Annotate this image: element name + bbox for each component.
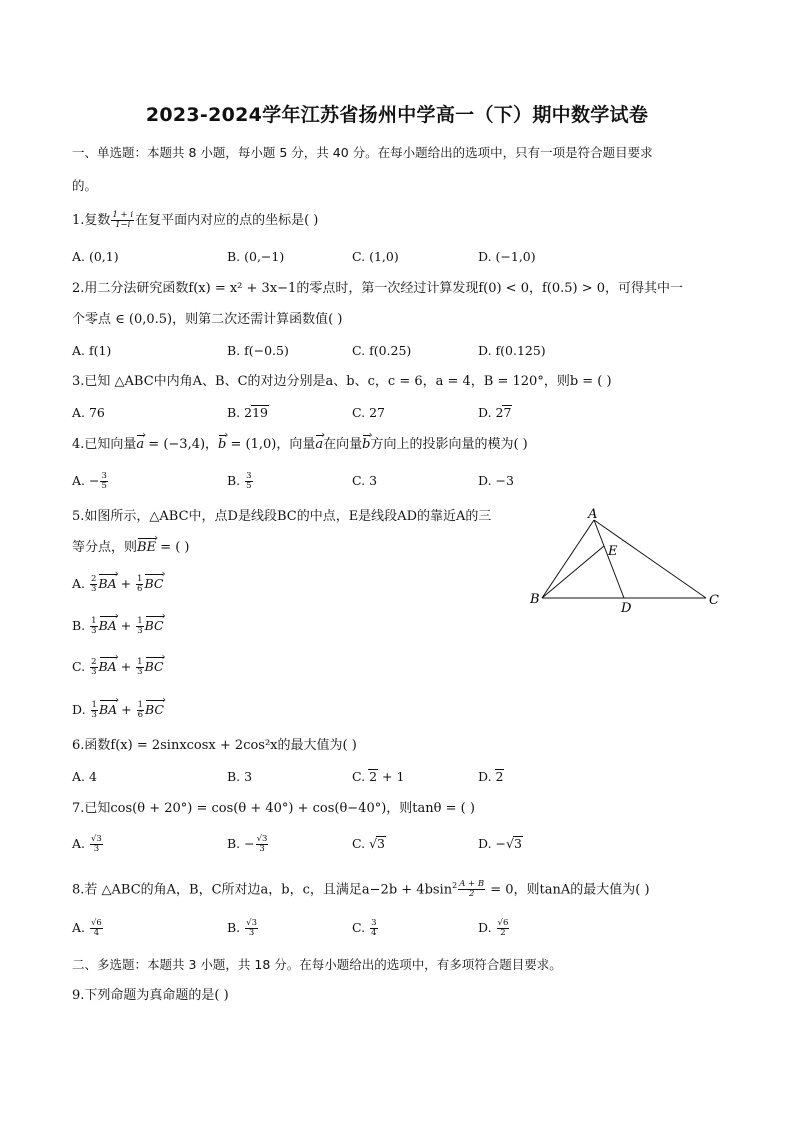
q7-option-d-label: D. − xyxy=(478,836,506,851)
q8-option-b-label: B. xyxy=(227,920,245,935)
q5-option-b-coef1 xyxy=(90,617,97,636)
q4-part3: = (1,0)，向量 xyxy=(226,437,316,452)
q5-a-c2d: 6 xyxy=(137,584,143,594)
q8-option-a-label: A. xyxy=(72,920,89,935)
q4-vector-a: a › xyxy=(136,435,144,455)
q4-vector-b-2: b › xyxy=(362,435,370,455)
q5-b-vec1: BA › xyxy=(99,616,117,636)
q7-option-c: C. √3 xyxy=(352,836,385,851)
q5-d-c1n: 1 xyxy=(91,700,97,710)
q5-d-c2n: 1 xyxy=(137,700,144,710)
q8-b-num-root: 3 xyxy=(251,918,257,928)
label-point-d: D xyxy=(621,601,632,616)
q4-part1: 4.已知向量 xyxy=(72,437,137,452)
q8-a-num-root: 6 xyxy=(96,918,102,928)
q5-c-vec1: BA › xyxy=(99,657,117,677)
q6-option-c-tail: + 1 xyxy=(378,769,405,784)
q4-option-b-label: B. xyxy=(227,473,245,488)
q4-option-c: C. 3 xyxy=(352,473,378,488)
q2-stem-line2: 个零点 ∈ (0,0.5)，则第二次还需计算函数值( ) xyxy=(72,312,343,327)
q7-option-a xyxy=(72,834,104,854)
q5-a-c1n: 2 xyxy=(90,574,97,584)
q8-frac-num: A + B xyxy=(459,879,485,890)
q4-vector-a-2: a › xyxy=(315,435,323,455)
label-vertex-c: C xyxy=(709,593,719,608)
q7-option-b xyxy=(227,834,269,854)
q7-b-num-root: 3 xyxy=(262,834,268,844)
q5-option-d-coef1 xyxy=(91,701,98,720)
q8-c-den: 4 xyxy=(371,928,377,938)
edge-ab xyxy=(542,520,594,598)
q6-stem: 6.函数f(x) = 2sinxcosx + 2cos²x的最大值为( ) xyxy=(72,738,357,753)
q5-b-vec2: BC › xyxy=(145,616,164,636)
q4-option-a xyxy=(72,471,109,491)
q8-sup: 2 xyxy=(452,881,458,890)
q8-option-b xyxy=(227,918,259,938)
q8-option-d-label: D. xyxy=(478,920,496,935)
q4-option-a-num: 3 xyxy=(101,471,107,481)
q1-fraction xyxy=(111,211,134,230)
q7-a-num: √3 xyxy=(90,834,102,844)
q8-option-c-frac xyxy=(370,919,377,938)
q5-b-c1d: 3 xyxy=(91,626,97,636)
q3-option-d xyxy=(478,403,512,423)
q7-option-b-label: B. − xyxy=(227,836,255,851)
q5-c-c1n: 2 xyxy=(91,657,97,667)
q5-stem-line2 xyxy=(72,538,190,558)
q4-part4: 在向量 xyxy=(323,437,363,452)
q6-option-a: A. 4 xyxy=(72,769,97,784)
q8-d-num: √6 xyxy=(497,918,509,928)
q8-a-den: 4 xyxy=(93,928,100,938)
q1-option-d: D. (−1,0) xyxy=(478,249,536,264)
segment-ad xyxy=(594,520,624,598)
q4-option-a-frac xyxy=(100,472,107,491)
q4-option-a-den: 5 xyxy=(101,481,107,491)
q5-d-plus: + xyxy=(117,702,136,717)
q5-b-plus: + xyxy=(116,618,136,633)
q5-a-vec1: BA › xyxy=(98,574,116,594)
q8-option-c-label: C. xyxy=(352,920,370,935)
q5-c-c2d: 3 xyxy=(137,667,143,677)
q3-option-b-label: B. 2 xyxy=(227,405,253,420)
q6-option-d xyxy=(478,767,504,787)
section1-heading-cont: 的。 xyxy=(72,178,98,193)
q5-d-c1d: 3 xyxy=(91,710,97,720)
q3-stem: 3.已知 △ABC中内角A、B、C的对边分别是a、b、c，c = 6，a = 4，B = 120°，则b = ( ) xyxy=(72,374,612,389)
q5-c-plus: + xyxy=(116,659,136,674)
q1-prefix: 1.复数 xyxy=(72,213,111,228)
q5-option-a-label: A. xyxy=(72,576,89,591)
q5-option-c-coef1 xyxy=(90,658,97,677)
q7-option-d-root: 3 xyxy=(513,836,522,851)
q5-d-vec1: BA › xyxy=(99,700,117,720)
q4-part2: = (−3,4)， xyxy=(144,437,219,452)
label-vertex-b: B xyxy=(530,592,540,607)
q3-option-b xyxy=(227,403,269,423)
q4-option-b xyxy=(227,471,254,491)
q5-option-d-label: D. xyxy=(72,702,90,717)
q8-d-num-root: 6 xyxy=(502,918,509,928)
q5-option-b-label: B. xyxy=(72,618,90,633)
segment-be xyxy=(542,546,604,598)
q3-option-d-root: 7 xyxy=(503,405,512,420)
q4-vector-b: b › xyxy=(218,435,226,455)
q7-option-a-frac xyxy=(90,835,103,854)
q5-option-a-coef2 xyxy=(136,575,143,594)
q8-option-d-frac xyxy=(497,919,510,938)
q7-a-den: 3 xyxy=(93,844,100,854)
q7-a-num-root: 3 xyxy=(96,834,102,844)
q5-option-c-coef2 xyxy=(136,658,143,677)
q4-part5: 方向上的投影向量的模为( ) xyxy=(370,437,528,452)
q5-a-c2n: 1 xyxy=(137,574,143,584)
q5-vector-be: BE › xyxy=(137,538,156,558)
q5-line2-suffix: = ( ) xyxy=(156,540,190,555)
q6-option-d-root: 2 xyxy=(495,769,504,784)
section1-heading: 一、单选题：本题共 8 小题，每小题 5 分，共 40 分。在每小题给出的选项中，只有一项是符合题目要求 xyxy=(72,145,653,160)
q5-option-a xyxy=(72,574,163,594)
q5-a-c1d: 3 xyxy=(90,584,97,594)
q8-frac-den: 2 xyxy=(468,889,475,900)
q4-option-b-den: 5 xyxy=(246,481,252,491)
q8-b-num: √3 xyxy=(246,918,257,928)
q8-option-b-frac xyxy=(245,919,258,938)
q5-c-c2n: 1 xyxy=(137,657,143,667)
q3-option-b-root: 19 xyxy=(252,405,268,420)
q5-a-plus: + xyxy=(116,576,136,591)
q5-stem-line1: 5.如图所示，△ABC中，点D是线段BC的中点，E是线段AD的靠近A的三 xyxy=(72,509,492,524)
q6-option-c-root: 2 xyxy=(369,769,378,784)
q7-option-b-frac xyxy=(256,835,269,854)
q3-option-c: C. 27 xyxy=(352,405,385,420)
q5-option-b-coef2 xyxy=(136,617,143,636)
q5-option-d-coef2 xyxy=(137,701,144,720)
q8-fraction xyxy=(458,880,485,899)
q8-option-d xyxy=(478,918,510,938)
label-vertex-a: A xyxy=(588,508,598,522)
q1-frac-den: 1−i xyxy=(115,220,131,230)
q2-option-d: D. f(0.125) xyxy=(478,343,546,358)
q3-option-a: A. 76 xyxy=(72,405,105,420)
q5-triangle-figure xyxy=(524,508,724,618)
q1-option-b: B. (0,−1) xyxy=(227,249,285,264)
q6-option-c-label: C. xyxy=(352,769,370,784)
q6-option-c xyxy=(352,767,404,787)
q5-b-c2d: 3 xyxy=(137,626,143,636)
q4-option-a-label: A. − xyxy=(72,473,100,488)
q5-option-c-label: C. xyxy=(72,659,90,674)
q7-option-d: D. −√3 xyxy=(478,836,522,851)
q2-option-a: A. f(1) xyxy=(72,343,112,358)
section2-heading: 二、多选题：本题共 3 小题，共 18 分。在每小题给出的选项中，有多项符合题目要求。 xyxy=(72,957,562,972)
q5-option-a-coef1 xyxy=(90,575,97,594)
q7-option-c-root: 3 xyxy=(377,836,385,851)
page-title: 2023-2024学年江苏省扬州中学高一（下）期中数学试卷 xyxy=(145,104,649,126)
q7-b-den: 3 xyxy=(259,844,265,854)
q8-a-num: √6 xyxy=(90,918,102,928)
label-point-e: E xyxy=(608,544,618,559)
q6-option-d-label: D. xyxy=(478,769,496,784)
q1-stem xyxy=(72,211,318,231)
q4-option-d: D. −3 xyxy=(478,473,514,488)
q8-part2: = 0，则tanA的最大值为( ) xyxy=(486,882,650,898)
edge-ac xyxy=(594,520,706,598)
q2-option-c: C. f(0.25) xyxy=(352,343,412,358)
q7-option-a-label: A. xyxy=(72,836,89,851)
q8-d-den: 2 xyxy=(500,928,506,938)
q1-suffix: 在复平面内对应的点的坐标是( ) xyxy=(135,213,319,228)
q5-b-c1n: 1 xyxy=(91,616,97,626)
q9-stem: 9.下列命题为真命题的是( ) xyxy=(72,988,229,1003)
q5-option-b xyxy=(72,616,164,636)
q4-stem xyxy=(72,435,528,455)
q1-option-c: C. (1,0) xyxy=(352,249,399,264)
q2-option-b: B. f(−0.5) xyxy=(227,343,289,358)
q4-option-b-frac xyxy=(245,472,252,491)
q5-option-d xyxy=(72,700,164,720)
q8-c-num: 3 xyxy=(371,918,377,928)
q7-b-num: √3 xyxy=(256,834,268,844)
q3-option-d-label: D. 2 xyxy=(478,405,504,420)
q2-stem-line1: 2.用二分法研究函数f(x) = x² + 3x−1的零点时，第一次经过计算发现f(0) < 0，f(0.5) > 0，可得其中一 xyxy=(72,281,684,296)
q5-c-c1d: 3 xyxy=(91,667,97,677)
q8-b-den: 3 xyxy=(248,928,255,938)
q8-stem xyxy=(72,876,650,900)
q8-option-c xyxy=(352,918,379,938)
q5-d-vec2: BC › xyxy=(145,700,164,720)
q5-c-vec2: BC › xyxy=(145,657,164,677)
q4-option-b-num: 3 xyxy=(246,471,252,481)
q5-b-c2n: 1 xyxy=(137,616,143,626)
q7-stem: 7.已知cos(θ + 20°) = cos(θ + 40°) + cos(θ−40°)，则tanθ = ( ) xyxy=(72,801,475,816)
q8-option-a-frac xyxy=(90,919,103,938)
q5-option-c xyxy=(72,657,164,677)
q5-line2-prefix: 等分点，则 xyxy=(72,540,138,555)
q1-frac-num: 1 + i xyxy=(112,210,134,220)
q8-option-a xyxy=(72,918,104,938)
q5-a-vec2: BC › xyxy=(144,574,163,594)
q5-d-c2d: 6 xyxy=(137,710,144,720)
q6-option-b: B. 3 xyxy=(227,769,253,784)
q1-option-a: A. (0,1) xyxy=(72,249,119,264)
q7-option-c-label: C. xyxy=(352,836,370,851)
q8-part1: 8.若 △ABC的角A，B，C所对边a，b，c，且满足a−2b + 4bsin xyxy=(72,882,453,898)
